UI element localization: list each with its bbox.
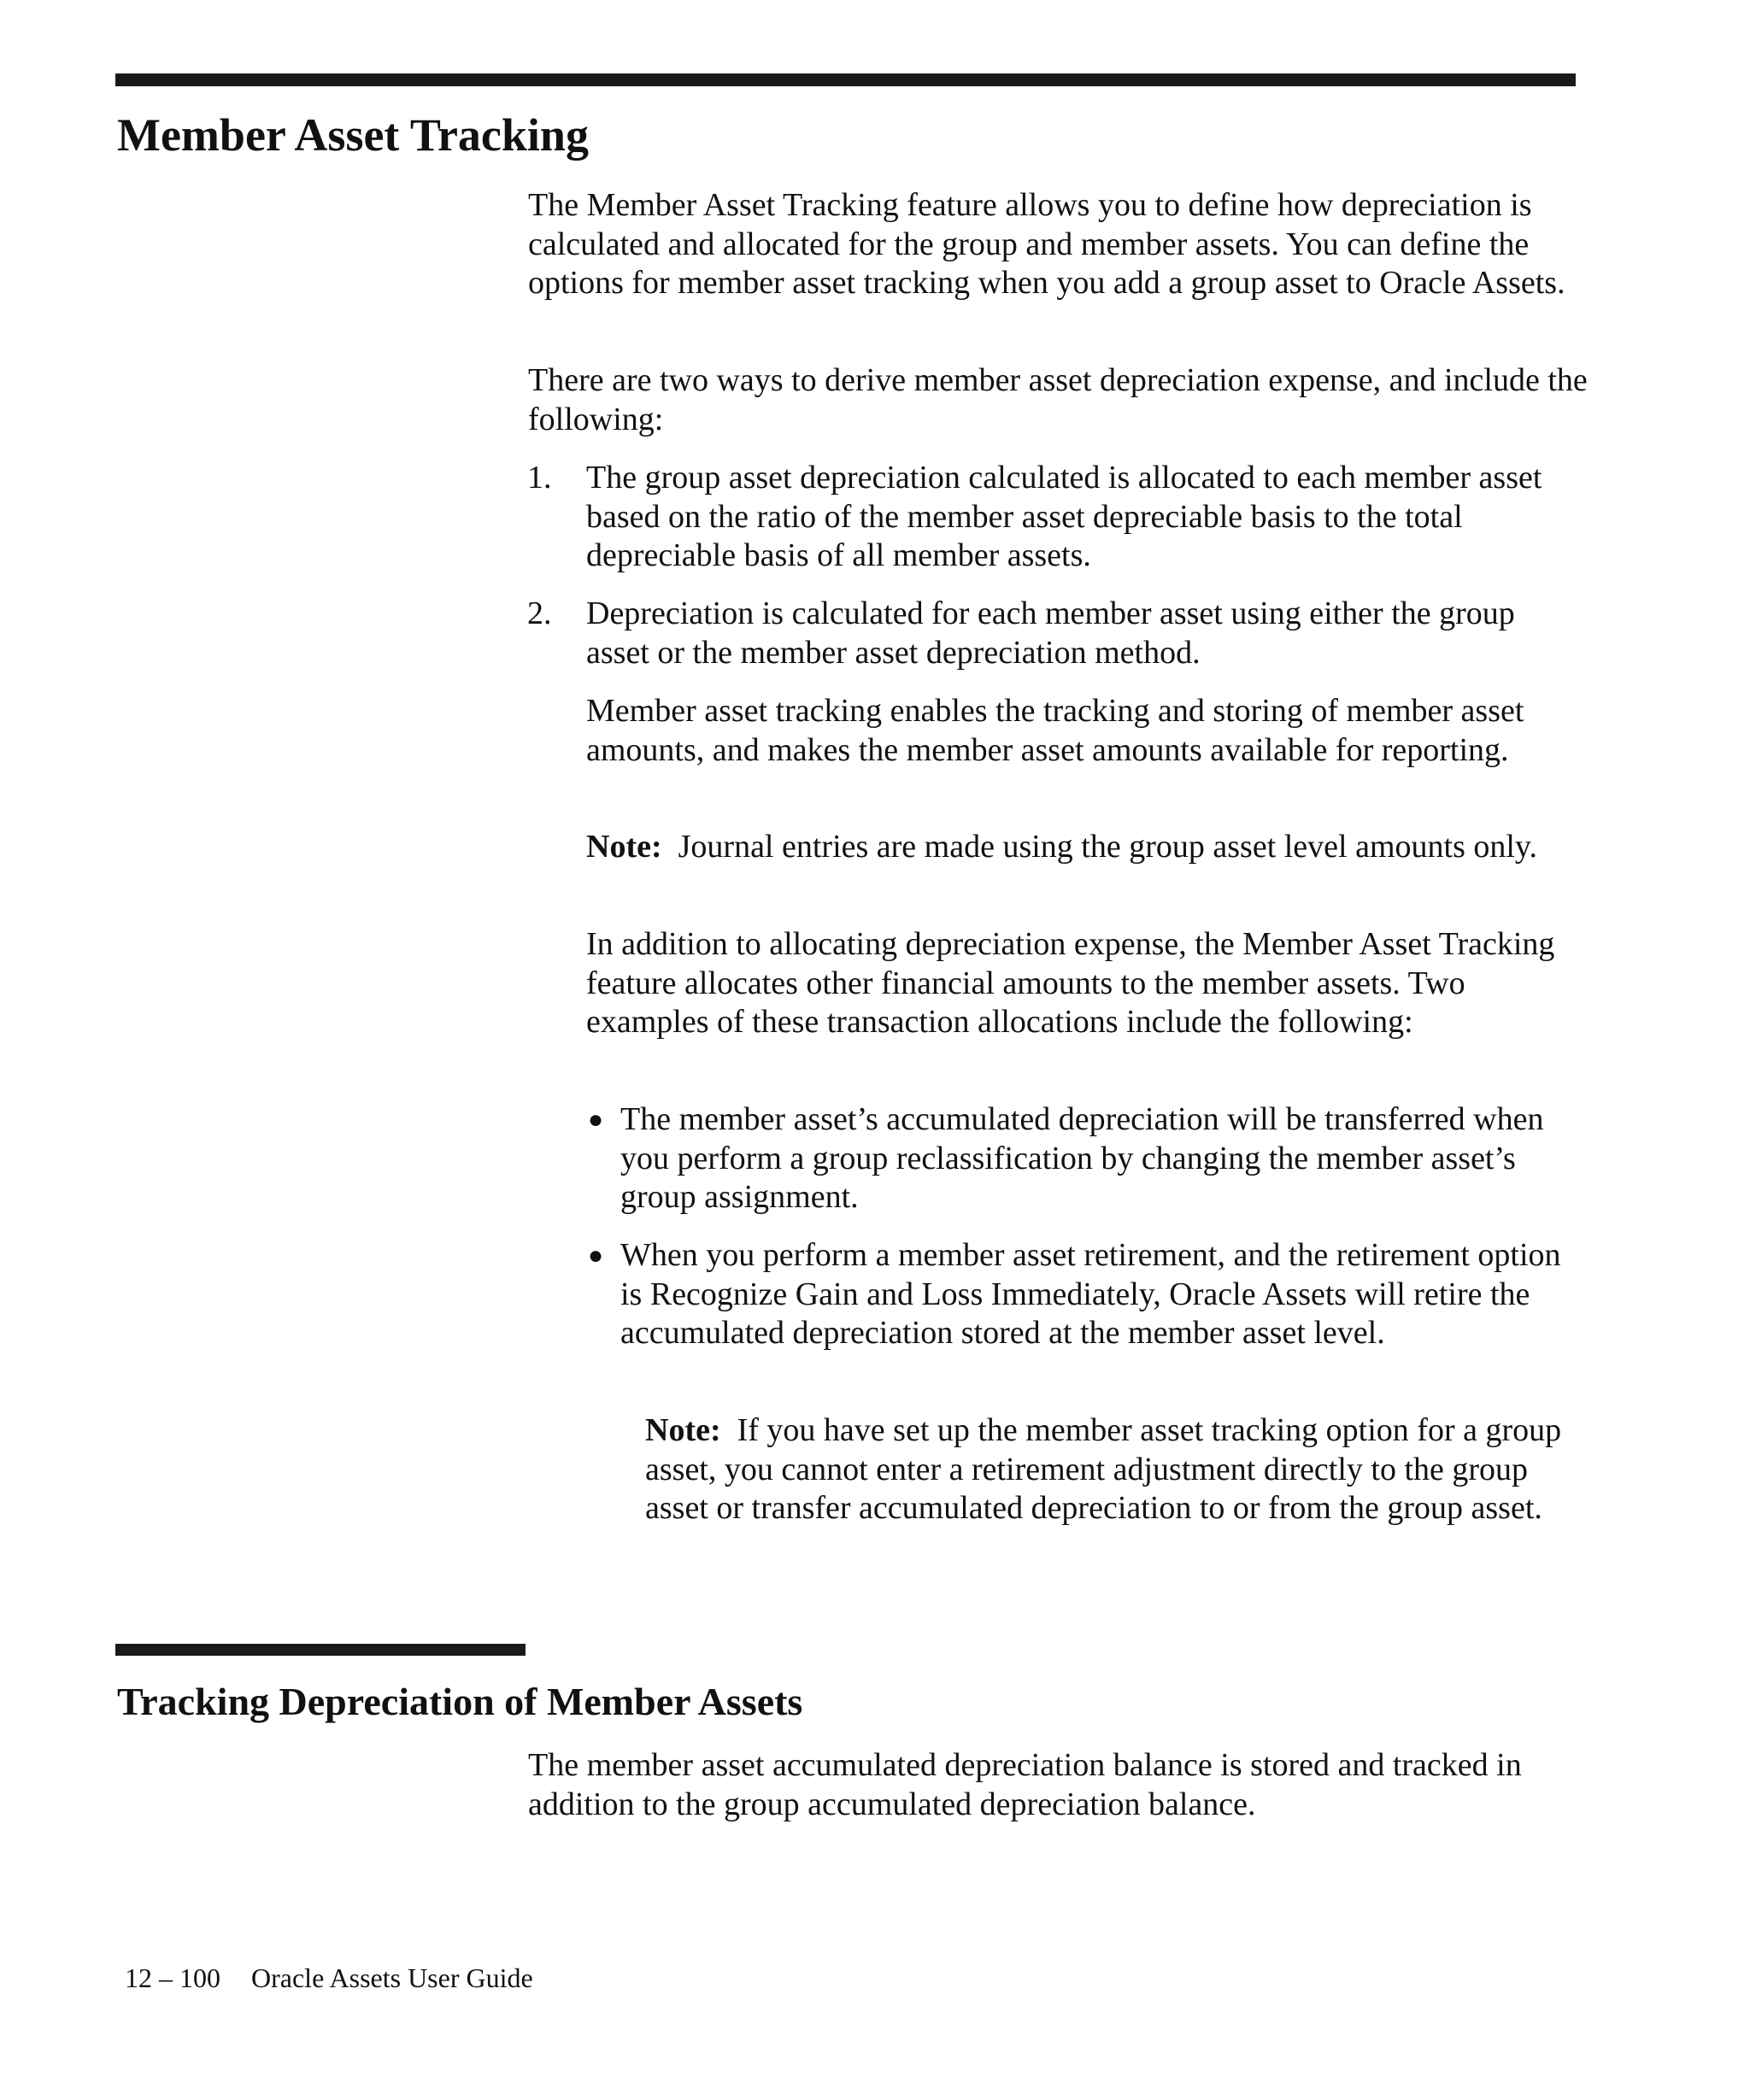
note-retirement-adjustment — [645, 1411, 1577, 1528]
section-paragraph: The member asset accumulated depreciation balance is stored and tracked in addition to the group accumulated depreciation balance. — [528, 1747, 1522, 1822]
note-text: If you have set up the member asset tracking option for a group asset, you cannot enter a retirement adjustment directly to the group asset or transfer accumulated depreciation to or from the group asset. — [645, 1412, 1562, 1526]
allocation-paragraph: In addition to allocating depreciation expense, the Member Asset Tracking feature allocates other financial amounts to the member assets. Two examples of these transaction allocations include the following: — [586, 926, 1555, 1040]
book-title: Oracle Assets User Guide — [251, 1962, 533, 1993]
section-title: Tracking Depreciation of Member Assets — [117, 1680, 803, 1723]
top-heading-rule — [115, 73, 1576, 86]
bullet-item-1: The member asset’s accumulated depreciation will be transferred when you perform a group reclassification by changing the member asset’s group assignment. — [620, 1101, 1544, 1215]
intro-paragraph-2: There are two ways to derive member asset depreciation expense, and include the following: — [528, 362, 1588, 437]
page-footer — [125, 1961, 533, 1995]
note-text: Journal entries are made using the group asset level amounts only. — [678, 829, 1537, 865]
list-item-1: The group asset depreciation calculated is allocated to each member asset based on the ratio of the member asset depreciable basis to the total depreciable basis of all member assets. — [586, 460, 1542, 573]
bullet-icon: ● — [588, 1106, 604, 1134]
note-label: Note: — [645, 1412, 721, 1448]
list-item-2: Depreciation is calculated for each member asset using either the group asset or the member asset depreciation method. — [586, 595, 1515, 671]
note-label: Note: — [586, 829, 662, 865]
bullet-icon: ● — [588, 1241, 604, 1270]
note-journal-entries — [586, 828, 1577, 867]
section-heading-rule — [115, 1644, 526, 1656]
tracking-paragraph: Member asset tracking enables the tracking and storing of member asset amounts, and makes the member asset amounts available for reporting. — [586, 693, 1524, 768]
page-number: 12 – 100 — [125, 1962, 220, 1993]
bullet-item-2: When you perform a member asset retirement, and the retirement option is Recognize Gain and Loss Immediately, Oracle Assets will retire the accumulated depreciation stored at the member asset level. — [620, 1237, 1561, 1351]
intro-paragraph-1: The Member Asset Tracking feature allows you to define how depreciation is calculated and allocated for the group and member assets. You can define the options for member asset tracking when you add a group asset to Oracle Assets. — [528, 187, 1565, 301]
list-number-2: 2. — [527, 595, 552, 631]
list-number-1: 1. — [527, 460, 552, 496]
page-title: Member Asset Tracking — [117, 109, 589, 161]
